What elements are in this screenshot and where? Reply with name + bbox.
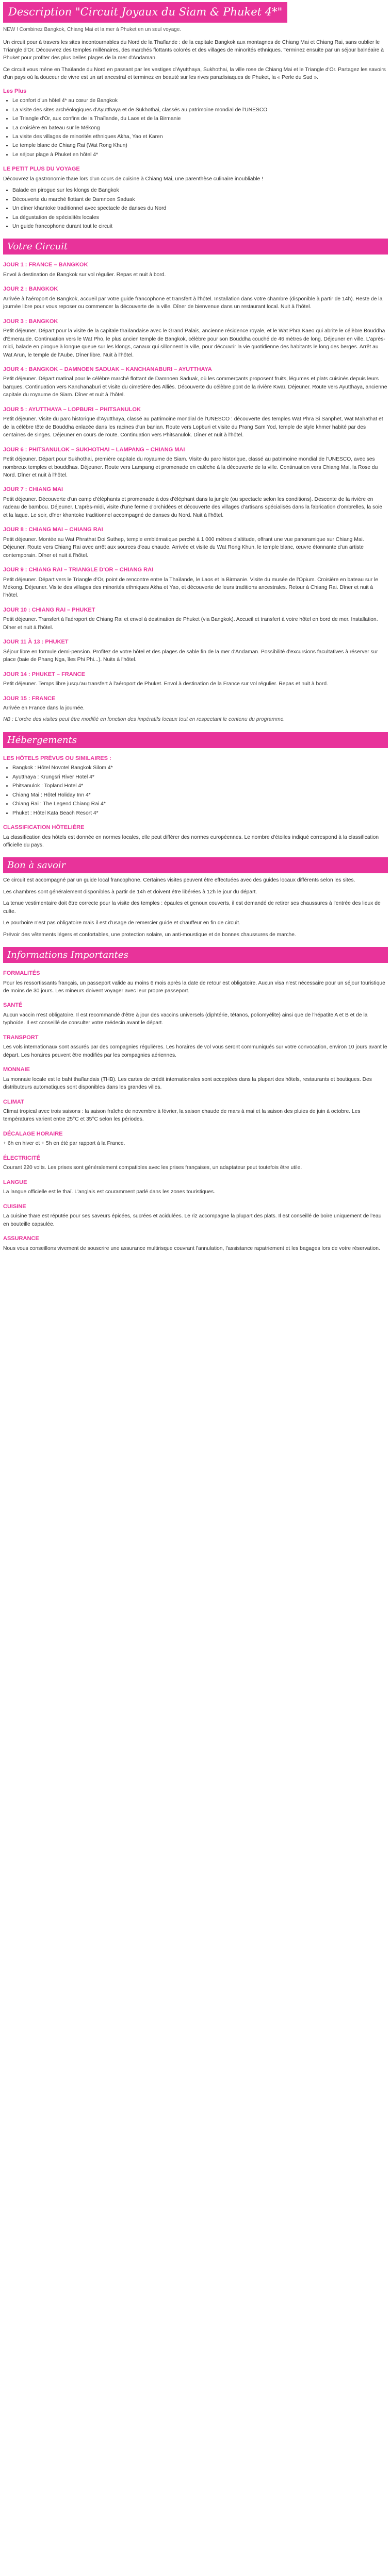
day-heading: JOUR 1 : FRANCE – BANGKOK bbox=[3, 262, 88, 268]
formalites-text: Pour les ressortissants français, un passeport valide au moins 6 mois après la date de retour est obligatoire. Aucun visa n'est nécessaire pour un séjour touristique de moins de 30 jours. Les mineurs doivent voyager avec leur propre passeport. bbox=[3, 980, 385, 994]
overview-paragraph-1: Un circuit pour à travers les sites incontournables du Nord de la Thaïlande : de la capitale Bangkok aux montagnes de Chiang Mai et Chiang Rai, sans oublier le Triangle d'Or. Découvrez des temples millénaires, des marchés flottants colorés et des villages de minorités ethniques. Terminez ensuite par un séjour balnéaire à Phuket pour profiter des plus belles plages de la mer d'Andaman. bbox=[3, 39, 384, 61]
day-text: Petit déjeuner. Transfert à l'aéroport de Chiang Rai et envol à destination de Phuket (via Bangkok). Accueil et transfert à votre hôtel en bord de mer. Installation. Dîner et nuit à l'hôtel. bbox=[3, 617, 378, 631]
list-item: • Le Triangle d'Or, aux confins de la Thaïlande, du Laos et de la Birmanie bbox=[12, 115, 388, 123]
list-item: • La visite des sites archéologiques d'Ayutthaya et de Sukhothai, classés au patrimoine mondial de l'UNESCO bbox=[12, 106, 388, 114]
list-item: • Le confort d'un hôtel 4* au cœur de Bangkok bbox=[12, 97, 388, 105]
day-text: Petit déjeuner. Découverte d'un camp d'éléphants et promenade à dos d'éléphant dans la jungle (ou spectacle selon les conditions). Descente de la rivière en radeau de bambou. Déjeuner. L'après-midi, visite d'une ferme d'orchidées et découverte des villages d'artisans spécialisés dans la fabrication d'ombrelles, la soie et la laque. Le soir, dîner khantoke traditionnel accompagné de danses du Nord. Nuit à l'hôtel. bbox=[3, 496, 383, 518]
page-banner: Description "Circuit Joyaux du Siam & Phuket 4*" bbox=[3, 2, 287, 23]
day-heading: JOUR 15 : FRANCE bbox=[3, 695, 56, 702]
day-heading: JOUR 10 : CHIANG RAI – PHUKET bbox=[3, 606, 95, 613]
day-block bbox=[3, 670, 388, 688]
day-block bbox=[3, 405, 388, 439]
day-text: Petit déjeuner. Départ pour la visite de la capitale thaïlandaise avec le Grand Palais, ancienne résidence royale, et le Wat Phra Kaeo qui abrite le célèbre Bouddha d'Émeraude. Continuation vers le Wat Pho, le plus ancien temple de Bangkok, célèbre pour son Bouddha couché de 46 mètres de long. Déjeuner en ville. L'après-midi, balade en pirogue à longue queue sur les klongs, canaux qui sillonnent la ville, pour découvrir la vie quotidienne des habitants le long des berges. Arrêt au Wat Arun, le temple de l'Aube. Dîner libre. Nuit à l'hôtel. bbox=[3, 328, 385, 358]
day-block bbox=[3, 694, 388, 713]
day-text: Petit déjeuner. Départ pour Sukhothai, première capitale du royaume de Siam. Visite du parc historique, classé au patrimoine mondial de l'UNESCO, avec ses nombreux temples et bouddhas. Déjeuner. Route vers Lampang et promenade en calèche à la découverte de la ville. Continuation vers Chiang Mai, la Rose du Nord. Dîner et nuit à l'hôtel. bbox=[3, 456, 378, 478]
day-text: Petit déjeuner. Montée au Wat Phrathat Doi Suthep, temple emblématique perché à 1 000 mètres d'altitude, offrant une vue panoramique sur Chiang Mai. Déjeuner. Route vers Chiang Rai avec arrêt aux sources d'eau chaude. Arrivée et visite du Wat Rong Khun, le temple blanc, œuvre étonnante d'un artiste contemporain. Dîner et nuit à l'hôtel. bbox=[3, 536, 364, 558]
petit-plus-text: Découvrez la gastronomie thaïe lors d'un cours de cuisine à Chiang Mai, une parenthèse culinaire inoubliable ! bbox=[3, 176, 263, 182]
assurance-text: Nous vous conseillons vivement de souscrire une assurance multirisque couvrant l'annulation, l'assistance rapatriement et les bagages lors de votre réservation. bbox=[3, 1245, 380, 1251]
day-heading: JOUR 9 : CHIANG RAI – TRIANGLE D'OR – CHIANG RAI bbox=[3, 567, 154, 573]
classification-heading: CLASSIFICATION HÔTELIÈRE bbox=[3, 824, 85, 831]
day-block bbox=[3, 365, 388, 399]
day-heading: JOUR 14 : PHUKET – FRANCE bbox=[3, 671, 85, 677]
climat-text: Climat tropical avec trois saisons : la saison fraîche de novembre à février, la saison chaude de mars à mai et la saison des pluies de juin à octobre. Les températures varient entre 25°C et 35°C selon les périodes. bbox=[3, 1109, 361, 1123]
list-item: • Ayutthaya : Krungsri River Hotel 4* bbox=[12, 773, 388, 781]
day-heading: JOUR 2 : BANGKOK bbox=[3, 286, 58, 293]
overview-paragraph-2: Ce circuit vous mène en Thaïlande du Nord en passant par les vestiges d'Ayutthaya, Sukhothai, la ville rose de Chiang Mai et le Triangle d'Or. Partagez les savoirs d'un pays où la douceur de vivre est un art ancestral et terminez en beauté sur les rives paradisiaques de Phuket, la « Perle du Sud ». bbox=[3, 66, 386, 81]
day-block bbox=[3, 526, 388, 560]
sante-text: Aucun vaccin n'est obligatoire. Il est recommandé d'être à jour des vaccins universels (diphtérie, tétanos, poliomyélite) ainsi que de l'hépatite A et B et de la typhoïde. Il est conseillé de consulter votre médecin avant le départ. bbox=[3, 1012, 368, 1026]
list-item: • Chiang Mai : Hôtel Holiday Inn 4* bbox=[12, 791, 388, 799]
day-heading: JOUR 4 : BANGKOK – DAMNOEN SADUAK – KANCHANABURI – AYUTTHAYA bbox=[3, 366, 212, 372]
bon-a-savoir-section-title: Bon à savoir bbox=[3, 857, 388, 873]
petit-plus-heading: LE PETIT PLUS DU VOYAGE bbox=[3, 166, 80, 173]
day-text: Envol à destination de Bangkok sur vol régulier. Repas et nuit à bord. bbox=[3, 272, 166, 278]
day-heading: JOUR 6 : PHITSANULOK – SUKHOTHAI – LAMPANG – CHIANG MAI bbox=[3, 446, 185, 453]
electricite-text: Courant 220 volts. Les prises sont généralement compatibles avec les prises françaises, un adaptateur peut toutefois être utile. bbox=[3, 1165, 302, 1171]
day-block bbox=[3, 566, 388, 600]
classification-text: La classification des hôtels est donnée en normes locales, elle peut différer des normes européennes. Le nombre d'étoiles indiqué correspond à la classification officielle du pays. bbox=[3, 834, 379, 848]
sante-heading: SANTÉ bbox=[3, 1002, 23, 1009]
transport-text: Les vols internationaux sont assurés par des compagnies régulières. Les horaires de vol vous seront communiqués sur votre convocation, environ 10 jours avant le départ. Les horaires peuvent être modifiés par les compagnies aériennes. bbox=[3, 1044, 387, 1058]
page bbox=[0, 0, 391, 1272]
list-item: • Découverte du marché flottant de Damnoen Saduak bbox=[12, 196, 388, 204]
list-item: • Le temple blanc de Chiang Rai (Wat Rong Khun) bbox=[12, 142, 388, 149]
day-text: Petit déjeuner. Départ vers le Triangle d'Or, point de rencontre entre la Thaïlande, le Laos et la Birmanie. Visite du musée de l'Opium. Croisière en bateau sur le Mékong. Déjeuner. Visite des villages des minorités ethniques Akha et Yao, et découverte de leurs traditions ancestrales. Retour à Chiang Rai. Dîner et nuit à l'hôtel. bbox=[3, 577, 379, 599]
bon-a-savoir-paragraph: La tenue vestimentaire doit être correcte pour la visite des temples : épaules et genoux couverts, il est demandé de retirer ses chaussures à l'entrée des lieux de culte. bbox=[3, 901, 381, 914]
day-block bbox=[3, 485, 388, 519]
day-text: Arrivée en France dans la journée. bbox=[3, 705, 85, 711]
day-block bbox=[3, 446, 388, 480]
langue-heading: LANGUE bbox=[3, 1179, 27, 1185]
cuisine-text: La cuisine thaïe est réputée pour ses saveurs épicées, sucrées et acidulées. Le riz accompagne la plupart des plats. Il est conseillé de boire uniquement de l'eau en bouteille capsulée. bbox=[3, 1213, 382, 1227]
hebergements-section-title: Hébergements bbox=[3, 732, 388, 748]
list-item: • La visite des villages de minorités ethniques Akha, Yao et Karen bbox=[12, 133, 388, 141]
formalites-heading: FORMALITÉS bbox=[3, 970, 40, 976]
les-plus-list bbox=[3, 97, 388, 159]
list-item: • Chiang Rai : The Legend Chiang Rai 4* bbox=[12, 800, 388, 808]
hotels-list bbox=[3, 764, 388, 817]
petit-plus-list bbox=[3, 187, 388, 230]
day-text: Séjour libre en formule demi-pension. Profitez de votre hôtel et des plages de sable fin de la mer d'Andaman. Possibilité d'excursions facultatives à réserver sur place (baie de Phang Nga, îles Phi Phi...). Nuits à l'hôtel. bbox=[3, 649, 378, 663]
bon-a-savoir-paragraph: Prévoir des vêtements légers et confortables, une protection solaire, un anti-moustique et de bonnes chaussures de marche. bbox=[3, 931, 296, 938]
list-item: • Le séjour plage à Phuket en hôtel 4* bbox=[12, 151, 388, 159]
day-block bbox=[3, 261, 388, 279]
list-item: • La croisière en bateau sur le Mékong bbox=[12, 124, 388, 132]
intro-text: NEW ! Combinez Bangkok, Chiang Mai et la mer à Phuket en un seul voyage. bbox=[3, 26, 182, 32]
day-heading: JOUR 5 : AYUTTHAYA – LOPBURI – PHITSANULOK bbox=[3, 406, 141, 413]
list-item: • Phitsanulok : Topland Hotel 4* bbox=[12, 782, 388, 790]
informations-section-title: Informations Importantes bbox=[3, 947, 388, 963]
hotels-heading: LES HÔTELS PRÉVUS OU SIMILAIRES : bbox=[3, 755, 111, 761]
monnaie-heading: MONNAIE bbox=[3, 1066, 30, 1073]
day-block bbox=[3, 317, 388, 359]
langue-text: La langue officielle est le thaï. L'anglais est couramment parlé dans les zones touristiques. bbox=[3, 1189, 216, 1195]
day-text: Petit déjeuner. Temps libre jusqu'au transfert à l'aéroport de Phuket. Envol à destination de la France sur vol régulier. Repas et nuit à bord. bbox=[3, 681, 328, 687]
bon-a-savoir-paragraph: Ce circuit est accompagné par un guide local francophone. Certaines visites peuvent être effectuées avec des guides locaux différents selon les sites. bbox=[3, 877, 355, 884]
day-heading: JOUR 8 : CHIANG MAI – CHIANG RAI bbox=[3, 527, 103, 533]
bon-a-savoir-paragraph: Les chambres sont généralement disponibles à partir de 14h et doivent être libérées à 12h le jour du départ. bbox=[3, 889, 257, 895]
decalage-text: + 6h en hiver et + 5h en été par rapport à la France. bbox=[3, 1141, 125, 1147]
transport-heading: TRANSPORT bbox=[3, 1034, 39, 1041]
day-text: Petit déjeuner. Départ matinal pour le célèbre marché flottant de Damnoen Saduak, où les commerçants proposent fruits, légumes et plats cuisinés depuis leurs barques. Continuation vers Kanchanaburi et visite du cimetière des Alliés. Découverte du célèbre pont de la rivière Kwaï. Déjeuner. Route vers Ayutthaya, ancienne capitale du royaume de Siam. Dîner et nuit à l'hôtel. bbox=[3, 376, 387, 398]
list-item: • Un guide francophone durant tout le circuit bbox=[12, 223, 388, 230]
list-item: • La dégustation de spécialités locales bbox=[12, 214, 388, 222]
les-plus-heading: Les Plus bbox=[3, 88, 27, 94]
day-heading: JOUR 11 À 13 : PHUKET bbox=[3, 639, 69, 646]
day-text: Petit déjeuner. Visite du parc historique d'Ayutthaya, classé au patrimoine mondial de l'UNESCO : découverte des temples Wat Phra Si Sanphet, Wat Mahathat et de la célèbre tête de Bouddha enlacée dans les racines d'un banian. Route vers Lopburi et visite du Prang Sam Yod, temple de style khmer habité par des centaines de singes. Déjeuner en cours de route. Continuation vers Phitsanulok. Dîner et nuit à l'hôtel. bbox=[3, 416, 383, 438]
itinerary-section-title: Votre Circuit bbox=[3, 239, 388, 255]
list-item: • Un dîner khantoke traditionnel avec spectacle de danses du Nord bbox=[12, 205, 388, 212]
climat-heading: CLIMAT bbox=[3, 1098, 24, 1105]
assurance-heading: ASSURANCE bbox=[3, 1235, 39, 1242]
cuisine-heading: CUISINE bbox=[3, 1203, 26, 1210]
day-block bbox=[3, 638, 388, 664]
list-item: • Bangkok : Hôtel Novotel Bangkok Silom 4* bbox=[12, 764, 388, 772]
decalage-heading: DÉCALAGE HORAIRE bbox=[3, 1130, 63, 1137]
day-block bbox=[3, 285, 388, 311]
monnaie-text: La monnaie locale est le baht thaïlandais (THB). Les cartes de crédit internationales sont acceptées dans la plupart des hôtels, restaurants et boutiques. Des distributeurs automatiques sont disponibles dans les grandes villes. bbox=[3, 1076, 372, 1091]
itinerary-days bbox=[3, 261, 388, 712]
day-heading: JOUR 7 : CHIANG MAI bbox=[3, 486, 63, 493]
day-text: Arrivée à l'aéroport de Bangkok, accueil par votre guide francophone et transfert à l'hôtel. Installation dans votre chambre (disponible à partir de 14h). Reste de la journée libre pour vous reposer ou commencer la découverte de la ville. Dîner de bienvenue dans un restaurant local. Nuit à l'hôtel. bbox=[3, 296, 383, 310]
bon-a-savoir-paragraph: Le pourboire n'est pas obligatoire mais il est d'usage de remercier guide et chauffeur en fin de circuit. bbox=[3, 920, 240, 926]
list-item: • Balade en pirogue sur les klongs de Bangkok bbox=[12, 187, 388, 194]
itinerary-note: NB : L'ordre des visites peut être modifié en fonction des impératifs locaux tout en respectant le contenu du programme. bbox=[3, 717, 285, 723]
electricite-heading: ÉLECTRICITÉ bbox=[3, 1155, 41, 1161]
list-item: • Phuket : Hôtel Kata Beach Resort 4* bbox=[12, 809, 388, 817]
day-heading: JOUR 3 : BANGKOK bbox=[3, 318, 58, 325]
day-block bbox=[3, 606, 388, 632]
